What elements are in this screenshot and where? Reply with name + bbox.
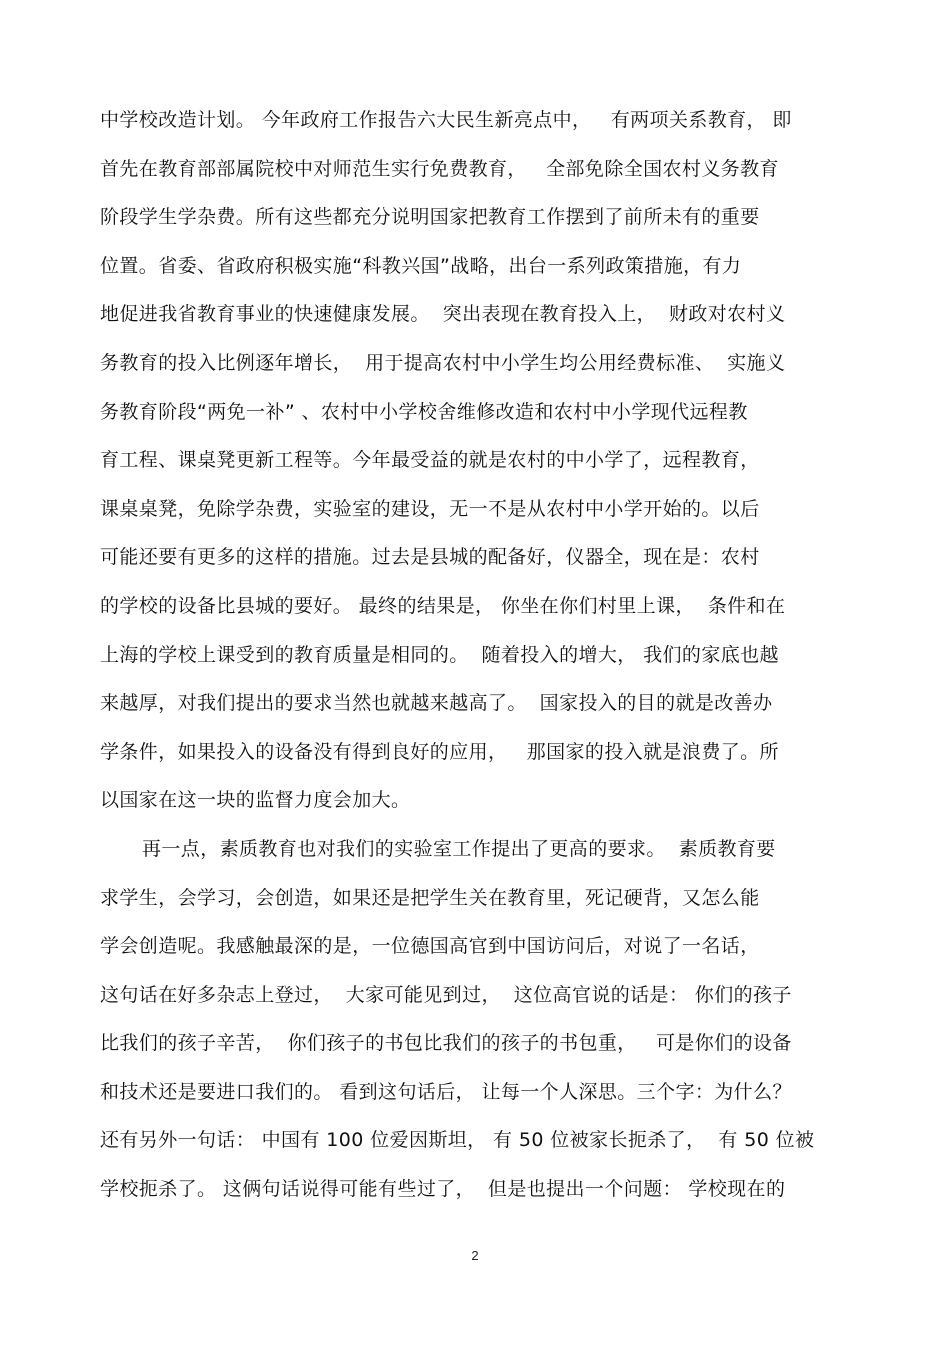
text-line: 课桌桌凳，免除学杂费，实验室的建设，无一不是从农村中小学开始的。以后 [100, 497, 760, 520]
text-line: 阶段学生学杂费。所有这些都充分说明国家把教育工作摆到了前所未有的重要 [100, 206, 760, 229]
page-number: 2 [471, 1248, 479, 1263]
text-line: 还有另外一句话： 中国有 100 位爱因斯坦， 有 50 位被家长扼杀了， 有 50 位被 [100, 1129, 815, 1152]
text-line: 育工程、课桌凳更新工程等。今年最受益的就是农村的中小学了，远程教育， [100, 449, 760, 472]
text-line: 首先在教育部部属院校中对师范生实行免费教育， 全部免除全国农村义务教育 [100, 157, 779, 180]
text-line: 学条件，如果投入的设备没有得到良好的应用， 那国家的投入就是浪费了。所 [100, 740, 779, 763]
text-line: 学会创造呢。我感触最深的是，一位德国高官到中国访问后，对说了一名话， [100, 935, 760, 958]
text-line: 和技术还是要进口我们的。 看到这句话后， 让每一个人深思。三个字：为什么？ [100, 1080, 792, 1103]
text-line: 这句话在好多杂志上登过， 大家可能见到过， 这位高官说的话是： 你们的孩子 [100, 983, 792, 1006]
text-line: 比我们的孩子辛苦， 你们孩子的书包比我们的孩子的书包重， 可是你们的设备 [100, 1032, 792, 1055]
text-line: 求学生，会学习，会创造，如果还是把学生关在教育里，死记硬背，又怎么能 [100, 886, 760, 909]
text-line: 以国家在这一块的监督力度会加大。 [100, 789, 411, 812]
text-line: 务教育阶段“两免一补” 、农村中小学校舍维修改造和农村中小学现代远程教 [100, 400, 748, 423]
text-line: 位置。省委、省政府积极实施“科教兴国”战略，出台一系列政策措施，有力 [100, 254, 742, 277]
text-line: 上海的学校上课受到的教育质量是相同的。 随着投入的增大， 我们的家底也越 [100, 643, 779, 666]
body-text [100, 96, 852, 1214]
text-line: 来越厚，对我们提出的要求当然也就越来越高了。 国家投入的目的就是改善办 [100, 692, 773, 715]
text-line: 的学校的设备比县城的要好。 最终的结果是， 你坐在你们村里上课， 条件和在 [100, 594, 786, 617]
text-line: 中学校改造计划。 今年政府工作报告六大民生新亮点中， 有两项关系教育， 即 [100, 109, 792, 131]
text-line: 可能还要有更多的这样的措施。过去是县城的配备好，仪器全，现在是：农村 [100, 546, 760, 569]
text-line: 地促进我省教育事业的快速健康发展。 突出表现在教育投入上， 财政对农村义 [100, 303, 786, 326]
text-line: 学校扼杀了。 这俩句话说得可能有些过了， 但是也提出一个问题： 学校现在的 [100, 1178, 786, 1201]
text-line: 务教育的投入比例逐年增长， 用于提高农村中小学生均公用经费标准、 实施义 [100, 351, 786, 374]
paragraph-start-line: 再一点，素质教育也对我们的实验室工作提出了更高的要求。 素质教育要 [142, 837, 776, 860]
